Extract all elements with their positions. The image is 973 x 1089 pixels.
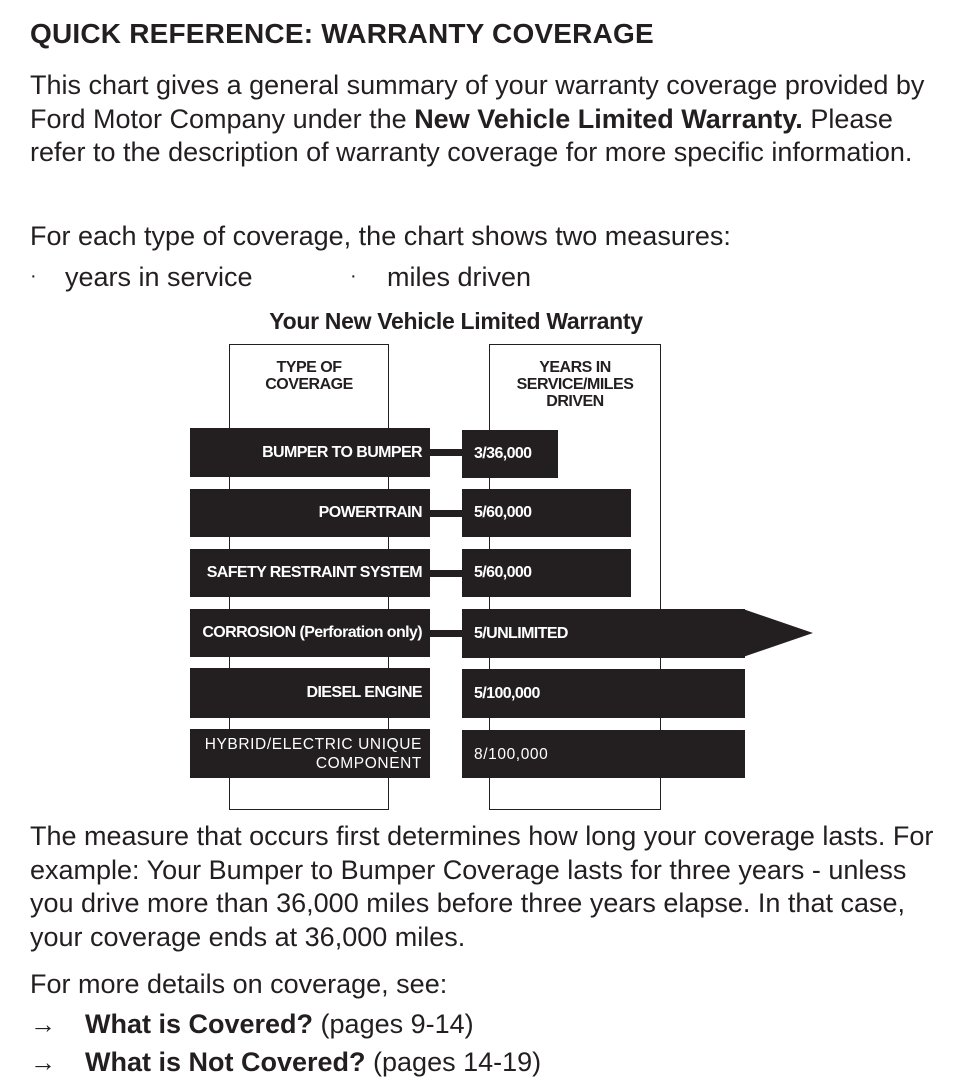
years-miles-header: YEARS IN SERVICE/MILES DRIVEN — [516, 359, 634, 410]
measures-text: For each type of coverage, the chart shows two measures: — [30, 221, 731, 251]
unlimited-arrow-icon — [743, 609, 813, 657]
bullet-miles-driven: miles driven — [387, 262, 532, 292]
row-connector — [428, 630, 464, 637]
intro-text-2: Please refer to the description of warranty coverage for more specific information. — [30, 103, 913, 167]
reference-title: What is Not Covered? — [85, 1047, 366, 1077]
bullet-icon: · — [350, 265, 357, 287]
coverage-value-corrosion: 5/UNLIMITED — [462, 609, 745, 658]
reference-title: What is Covered? — [85, 1009, 314, 1039]
coverage-label-diesel-engine: DIESEL ENGINE — [190, 668, 430, 718]
coverage-value-bumper-to-bumper: 3/36,000 — [462, 430, 558, 478]
coverage-label-powertrain: POWERTRAIN — [190, 489, 430, 537]
right-arrow-icon: → — [30, 1009, 56, 1039]
reference-pages: (pages 14-19) — [365, 1047, 542, 1077]
right-arrow-icon: → — [30, 1047, 56, 1077]
coverage-label-corrosion: CORROSION (Perforation only) — [190, 609, 430, 657]
more-details-text: For more details on coverage, see: — [30, 969, 448, 999]
coverage-label-hybrid-electric: HYBRID/ELECTRIC UNIQUE COMPONENT — [190, 729, 430, 778]
row-connector — [428, 449, 464, 456]
coverage-label-safety-restraint: SAFETY RESTRAINT SYSTEM — [190, 549, 430, 597]
coverage-value-diesel-engine: 5/100,000 — [462, 669, 745, 718]
bullet-years-in-service: years in service — [65, 262, 253, 292]
coverage-value-hybrid-electric: 8/100,000 — [462, 730, 745, 778]
intro-text-1: This chart gives a general summary of your warranty coverage provided by Ford Motor Company under the — [30, 70, 925, 134]
row-connector — [428, 510, 464, 517]
row-connector — [428, 570, 464, 577]
chart-title: Your New Vehicle Limited Warranty — [269, 308, 643, 334]
reference-pages: (pages 9-14) — [313, 1009, 474, 1039]
explanation-paragraph: The measure that occurs first determines how long your coverage lasts. For example: Your Bumper to Bumper Coverage lasts for three years - unless you drive more than 36,000 miles before three years elapse. In that case, your coverage ends at 36,000 miles. — [30, 821, 934, 952]
coverage-value-safety-restraint: 5/60,000 — [462, 549, 631, 597]
intro-paragraph — [30, 69, 940, 170]
bullet-icon: · — [30, 265, 37, 287]
coverage-label-bumper-to-bumper: BUMPER TO BUMPER — [190, 428, 430, 477]
type-of-coverage-header: TYPE OF COVERAGE — [265, 359, 353, 393]
intro-bold-warranty: New Vehicle Limited Warranty. — [414, 103, 803, 134]
page-heading: QUICK REFERENCE: WARRANTY COVERAGE — [30, 18, 654, 49]
coverage-value-powertrain: 5/60,000 — [462, 489, 631, 537]
